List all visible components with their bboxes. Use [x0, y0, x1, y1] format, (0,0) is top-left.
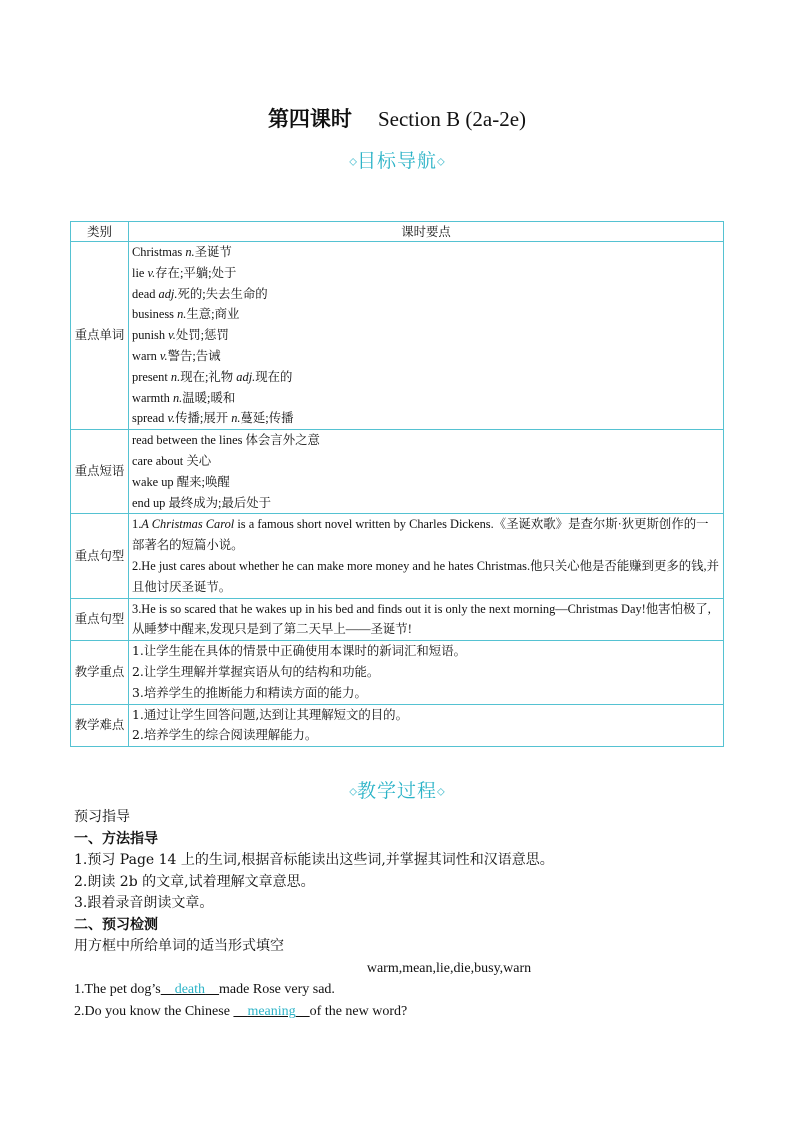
section-heading-goals — [0, 146, 794, 173]
section-heading-process — [0, 776, 794, 803]
diamond-icon: ◇ — [349, 156, 357, 168]
row-content — [129, 430, 724, 514]
header-category: 类别 — [71, 222, 129, 242]
row-content — [129, 641, 724, 704]
method-item: 3.跟着录音朗读文章。 — [74, 895, 214, 911]
word-box: warm,mean,lie,die,busy,warn — [366, 960, 532, 976]
title-chinese: 第四课时 — [267, 107, 352, 131]
row-category: 教学难点 — [71, 704, 129, 747]
row-content — [129, 514, 724, 598]
table-row-phrases — [71, 430, 724, 514]
row-category: 重点单词 — [71, 242, 129, 430]
section-heading-label: 教学过程 — [356, 780, 437, 802]
focus-item: 3.培养学生的推断能力和精读方面的能力。 — [132, 684, 367, 700]
vocab-item: warmth n.温暖;暖和 — [132, 390, 236, 405]
vocab-item: spread v.传播;展开 n.蔓延;传播 — [132, 411, 294, 426]
preview-heading: 预习指导 — [74, 809, 130, 825]
diamond-icon: ◇ — [437, 156, 445, 168]
focus-item: 1.让学生能在具体的情景中正确使用本课时的新词汇和短语。 — [132, 643, 466, 659]
difficulty-item: 2.培养学生的综合阅读理解能力。 — [132, 727, 318, 743]
method-item: 2.朗读 2b 的文章,试着理解文章意思。 — [74, 873, 315, 890]
answer-blank[interactable] — [233, 1004, 309, 1019]
question-1: 1.The pet dog’s death made Rose very sad. — [74, 982, 335, 997]
section-heading-label: 目标导航 — [356, 150, 437, 172]
diamond-icon: ◇ — [349, 786, 357, 798]
table-row-teaching-difficulty — [71, 704, 724, 747]
process-body — [74, 807, 724, 1022]
sentence-item: 2.He just cares about whether he can make more money and he hates Christmas.他只关心他是否能赚到更多的钱,并且他讨厌圣诞节。 — [132, 558, 720, 594]
row-content — [129, 242, 724, 430]
phrase-item: read between the lines 体会言外之意 — [132, 433, 320, 448]
focus-item: 2.让学生理解并掌握宾语从句的结构和功能。 — [132, 663, 380, 679]
header-points: 课时要点 — [129, 222, 724, 242]
table-row-sentences — [71, 514, 724, 598]
vocab-item: present n.现在;礼物 adj.现在的 — [132, 369, 293, 384]
method-item: 1.预习 Page 14 上的生词,根据音标能读出这些词,并掌握其词性和汉语意思。 — [74, 852, 554, 868]
method-heading: 一、方法指导 — [74, 830, 158, 847]
answer-text: death — [174, 982, 206, 997]
row-category: 重点句型 — [71, 598, 129, 641]
row-content — [129, 598, 724, 641]
phrase-item: care about 关心 — [132, 453, 212, 468]
answer-blank[interactable] — [161, 982, 219, 997]
sentence-item: 1.A Christmas Carol is a famous short novel written by Charles Dickens.《圣诞欢歌》是查尔斯·狄更斯创作的一部著名的短篇小说。 — [132, 517, 709, 553]
phrase-item: wake up 醒来;唤醒 — [132, 474, 230, 489]
table-header-row — [71, 222, 724, 242]
row-category: 教学重点 — [71, 641, 129, 704]
vocab-item: business n.生意;商业 — [132, 307, 240, 322]
vocab-item: dead adj.死的;失去生命的 — [132, 286, 268, 301]
title-english: Section B (2a-2e) — [377, 107, 527, 131]
page-title — [0, 103, 794, 133]
preview-check-heading: 二、预习检测 — [74, 916, 158, 933]
table-row-vocabulary — [71, 242, 724, 430]
vocab-item: lie v.存在;平躺;处于 — [132, 265, 237, 280]
phrase-item: end up 最终成为;最后处于 — [132, 495, 272, 510]
question-2: 2.Do you know the Chinese meaning of the new word? — [74, 1003, 408, 1019]
difficulty-item: 1.通过让学生回答问题,达到让其理解短文的目的。 — [132, 706, 408, 722]
lesson-points-table — [70, 221, 724, 747]
vocab-item: warn v.警告;告诫 — [132, 348, 221, 363]
answer-text: meaning — [247, 1003, 296, 1019]
sentence-item: 3.He is so scared that he wakes up in his bed and finds out it is only the next morning—Christmas Day!他害怕极了,从睡梦中醒来,发现只是到了第二天早上——圣诞节! — [132, 601, 711, 637]
vocab-item: punish v.处罚;惩罚 — [132, 328, 229, 343]
row-content — [129, 704, 724, 747]
diamond-icon: ◇ — [437, 786, 445, 798]
row-category: 重点句型 — [71, 514, 129, 598]
table-row-teaching-focus — [71, 641, 724, 704]
vocab-item: Christmas n.圣诞节 — [132, 245, 232, 259]
instruction: 用方框中所给单词的适当形式填空 — [74, 938, 284, 954]
table-row-sentences-2 — [71, 598, 724, 641]
row-category: 重点短语 — [71, 430, 129, 514]
